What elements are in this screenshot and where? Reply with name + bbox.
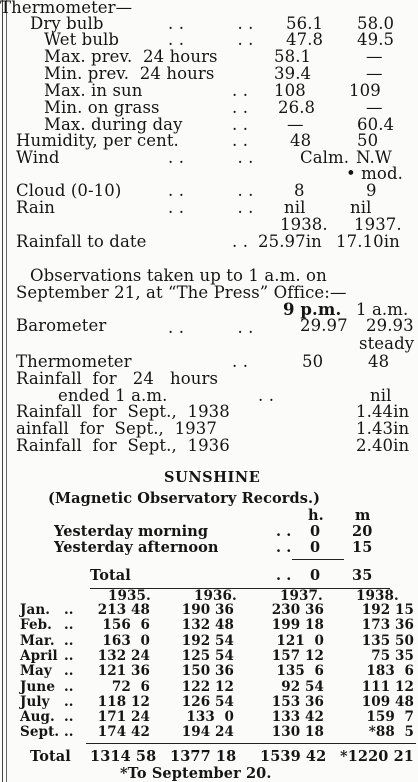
max-sun-value-2: 109: [349, 81, 381, 100]
table-cell: 133 42: [271, 709, 324, 726]
grand-total-1936: 1377 18: [170, 748, 237, 765]
month-label: July: [20, 693, 50, 710]
grand-total-1935: 1314 58: [90, 748, 157, 765]
max-prev-label: Max. prev. 24 hours: [44, 47, 218, 66]
sunshine-morning-label: Yesterday morning: [54, 523, 209, 540]
cloud-dots: . . . .: [168, 181, 254, 200]
sunshine-afternoon-dots: . .: [276, 539, 292, 556]
table-cell: 111 12: [361, 678, 414, 695]
leader-dots: ..: [64, 693, 74, 710]
dry-bulb-value-1: 56.1: [286, 14, 324, 33]
obs-thermometer-1am: 48: [368, 352, 390, 371]
humidity-label: Humidity, per cent.: [16, 131, 179, 150]
wind-label: Wind: [16, 148, 60, 167]
cloud-value-1: 8: [294, 181, 305, 200]
rainfall-to-date-dots: . .: [232, 232, 249, 251]
barometer-9pm: 29.97: [300, 316, 348, 335]
obs-col-9pm: 9 p.m.: [283, 300, 342, 319]
table-cell: 92 54: [281, 678, 324, 695]
min-grass-value-1: 26.8: [278, 98, 316, 117]
wet-bulb-label: Wet bulb: [44, 30, 120, 49]
table-cell: 163 0: [102, 632, 150, 649]
month-label: Sept.: [20, 724, 60, 741]
table-cell: 133 0: [186, 709, 234, 726]
table-cell: 135 50: [361, 632, 414, 649]
dry-bulb-value-2: 58.0: [357, 14, 395, 33]
table-cell: 174 42: [97, 724, 150, 741]
sunshine-morning-m: 20: [352, 523, 373, 540]
table-cell: 156 6: [102, 617, 150, 634]
month-label: June: [20, 678, 56, 695]
sunshine-total-dots: . .: [276, 567, 292, 584]
sept-1936-label: Rainfall for Sept., 1936: [16, 436, 230, 455]
sunshine-total-label: Total: [90, 567, 131, 584]
rain-label: Rain: [16, 198, 55, 217]
sunshine-afternoon-label: Yesterday afternoon: [54, 539, 219, 556]
min-prev-value-2: —: [366, 64, 383, 83]
table-cell: 75 35: [371, 647, 414, 664]
table-cell: 121 36: [97, 663, 150, 680]
leader-dots: ..: [64, 663, 74, 680]
year-header-2: 1937.: [280, 588, 323, 604]
year-header-1: 1936.: [194, 588, 237, 604]
table-cell: 190 36: [181, 602, 234, 618]
table-cell: 173 36: [361, 617, 414, 634]
rainfall-to-date-1938: 25.97in: [258, 232, 322, 251]
max-prev-value-1: 58.1: [274, 47, 312, 66]
table-cell: *88 5: [368, 724, 414, 741]
wind-value-2: N.W: [356, 148, 392, 167]
table-cell: 192 15: [361, 602, 414, 618]
sunshine-heading: SUNSHINE: [164, 469, 261, 486]
year-1938: 1938.: [280, 215, 328, 234]
rainfall24-value: nil: [370, 386, 392, 405]
leader-dots: ..: [64, 647, 74, 664]
rainfall24-line1: Rainfall for 24 hours: [16, 369, 219, 388]
sept-1937-label: ainfall for Sept., 1937: [16, 419, 217, 438]
sunshine-afternoon-m: 15: [352, 539, 373, 556]
sunshine-morning-h: 0: [310, 523, 321, 540]
humidity-dots: . .: [232, 131, 249, 150]
table-cell: 132 24: [97, 647, 150, 664]
min-prev-value-1: 39.4: [274, 64, 312, 83]
sept-1938-value: 1.44in: [356, 402, 410, 421]
rainfall-to-date-label: Rainfall to date: [16, 232, 147, 251]
max-day-label: Max. during day: [44, 115, 183, 134]
table-cell: 122 12: [181, 678, 234, 695]
table-cell: 125 54: [181, 647, 234, 664]
grand-total-1938: *1220 21: [340, 748, 414, 765]
table-cell: 199 18: [271, 617, 324, 634]
barometer-1am: 29.93: [366, 316, 414, 335]
max-day-value-2: 60.4: [357, 115, 395, 134]
rain-value-1: nil: [284, 198, 306, 217]
cloud-label: Cloud (0-10): [16, 181, 122, 200]
month-label: Jan.: [20, 602, 51, 618]
table-cell: 183 6: [366, 663, 414, 680]
column-rule: [2, 0, 7, 782]
max-sun-dots: . .: [232, 81, 249, 100]
table-cell: 132 48: [181, 617, 234, 634]
barometer-label: Barometer: [16, 316, 107, 335]
obs-col-1am: 1 a.m.: [356, 300, 409, 319]
sunshine-subtotal-rule: [292, 559, 344, 560]
sept-1937-value: 1.43in: [356, 419, 410, 438]
table-cell: 157 12: [271, 647, 324, 664]
month-label: Mar.: [20, 632, 55, 649]
table-cell: 109 48: [361, 693, 414, 710]
table-cell: 118 12: [97, 693, 150, 710]
month-label: April: [20, 647, 58, 664]
table-cell: 130 18: [271, 724, 324, 741]
leader-dots: ..: [64, 602, 74, 618]
rainfall24-dots: . .: [258, 386, 275, 405]
max-sun-label: Max. in sun: [44, 81, 143, 100]
table-cell: 135 6: [276, 663, 324, 680]
min-prev-label: Min. prev. 24 hours: [44, 64, 215, 83]
leader-dots: ..: [64, 678, 74, 695]
rainfall-to-date-1937: 17.10in: [336, 232, 400, 251]
leader-dots: ..: [64, 632, 74, 649]
dry-bulb-dots: . . . .: [168, 14, 254, 33]
table-cell: 126 54: [181, 693, 234, 710]
rain-value-2: nil: [350, 198, 372, 217]
sunshine-footnote: *To September 20.: [120, 765, 272, 782]
table-cell: 230 36: [271, 602, 324, 618]
max-day-dots: . .: [232, 115, 249, 134]
month-label: Aug.: [20, 709, 55, 726]
table-cell: 171 24: [97, 709, 150, 726]
obs-thermometer-dots: . .: [232, 352, 249, 371]
humidity-value-1: 48: [290, 131, 312, 150]
wet-bulb-dots: . . . .: [168, 30, 254, 49]
rainfall24-line2: ended 1 a.m.: [58, 386, 168, 405]
humidity-value-2: 50: [357, 131, 379, 150]
obs-thermometer-label: Thermometer: [16, 352, 132, 371]
wind-value-2-mod: • mod.: [346, 164, 403, 183]
grand-total-label: Total: [30, 748, 71, 765]
table-cell: 159 7: [366, 709, 414, 726]
sunshine-morning-dots: . .: [276, 523, 292, 540]
year-1937: 1937.: [354, 215, 402, 234]
max-prev-value-2: —: [366, 47, 383, 66]
table-cell: 72 6: [111, 678, 150, 695]
barometer-steady: steady: [359, 334, 415, 353]
leader-dots: ..: [64, 709, 74, 726]
sunshine-afternoon-h: 0: [310, 539, 321, 556]
sunshine-total-m: 35: [352, 567, 373, 584]
year-header-0: 1935.: [108, 588, 151, 604]
wet-bulb-value-1: 47.8: [286, 30, 324, 49]
table-cell: 121 0: [276, 632, 324, 649]
year-header-3: 1938.: [356, 588, 399, 604]
observations-intro-line1: Observations taken up to 1 a.m. on: [30, 266, 327, 285]
thermometer-heading: Thermometer—: [0, 0, 133, 17]
obs-thermometer-9pm: 50: [302, 352, 324, 371]
sept-1936-value: 2.40in: [356, 436, 410, 455]
cloud-value-2: 9: [366, 181, 377, 200]
wind-dots: . . . .: [168, 148, 254, 167]
leader-dots: ..: [64, 724, 74, 741]
wet-bulb-value-2: 49.5: [357, 30, 395, 49]
table-cell: 194 24: [181, 724, 234, 741]
month-label: May: [20, 663, 52, 680]
max-day-value-1: —: [287, 115, 304, 134]
wind-value-1: Calm.: [300, 148, 350, 167]
table-cell: 153 36: [271, 693, 324, 710]
table-cell: 192 54: [181, 632, 234, 649]
leader-dots: ..: [64, 617, 74, 634]
observations-intro-line2: September 21, at “The Press” Office:—: [16, 283, 347, 302]
month-label: Feb.: [20, 617, 52, 634]
sunshine-col-m: m: [355, 507, 371, 524]
table-cell: 150 36: [181, 663, 234, 680]
grand-total-1937: 1539 42: [260, 748, 327, 765]
dry-bulb-label: Dry bulb: [30, 14, 104, 33]
sunshine-total-rule: [86, 743, 416, 744]
sept-1938-label: Rainfall for Sept., 1938: [16, 402, 230, 421]
sunshine-total-h: 0: [310, 567, 321, 584]
min-grass-value-2: —: [366, 98, 383, 117]
sunshine-col-h: h.: [308, 507, 324, 524]
min-grass-dots: . .: [232, 98, 249, 117]
min-grass-label: Min. on grass: [44, 98, 160, 117]
table-cell: 213 48: [97, 602, 150, 618]
sunshine-subheading: (Magnetic Observatory Records.): [48, 490, 321, 507]
barometer-dots: . . . .: [168, 318, 254, 337]
max-sun-value-1: 108: [274, 81, 306, 100]
rain-dots: . . . .: [168, 198, 254, 217]
